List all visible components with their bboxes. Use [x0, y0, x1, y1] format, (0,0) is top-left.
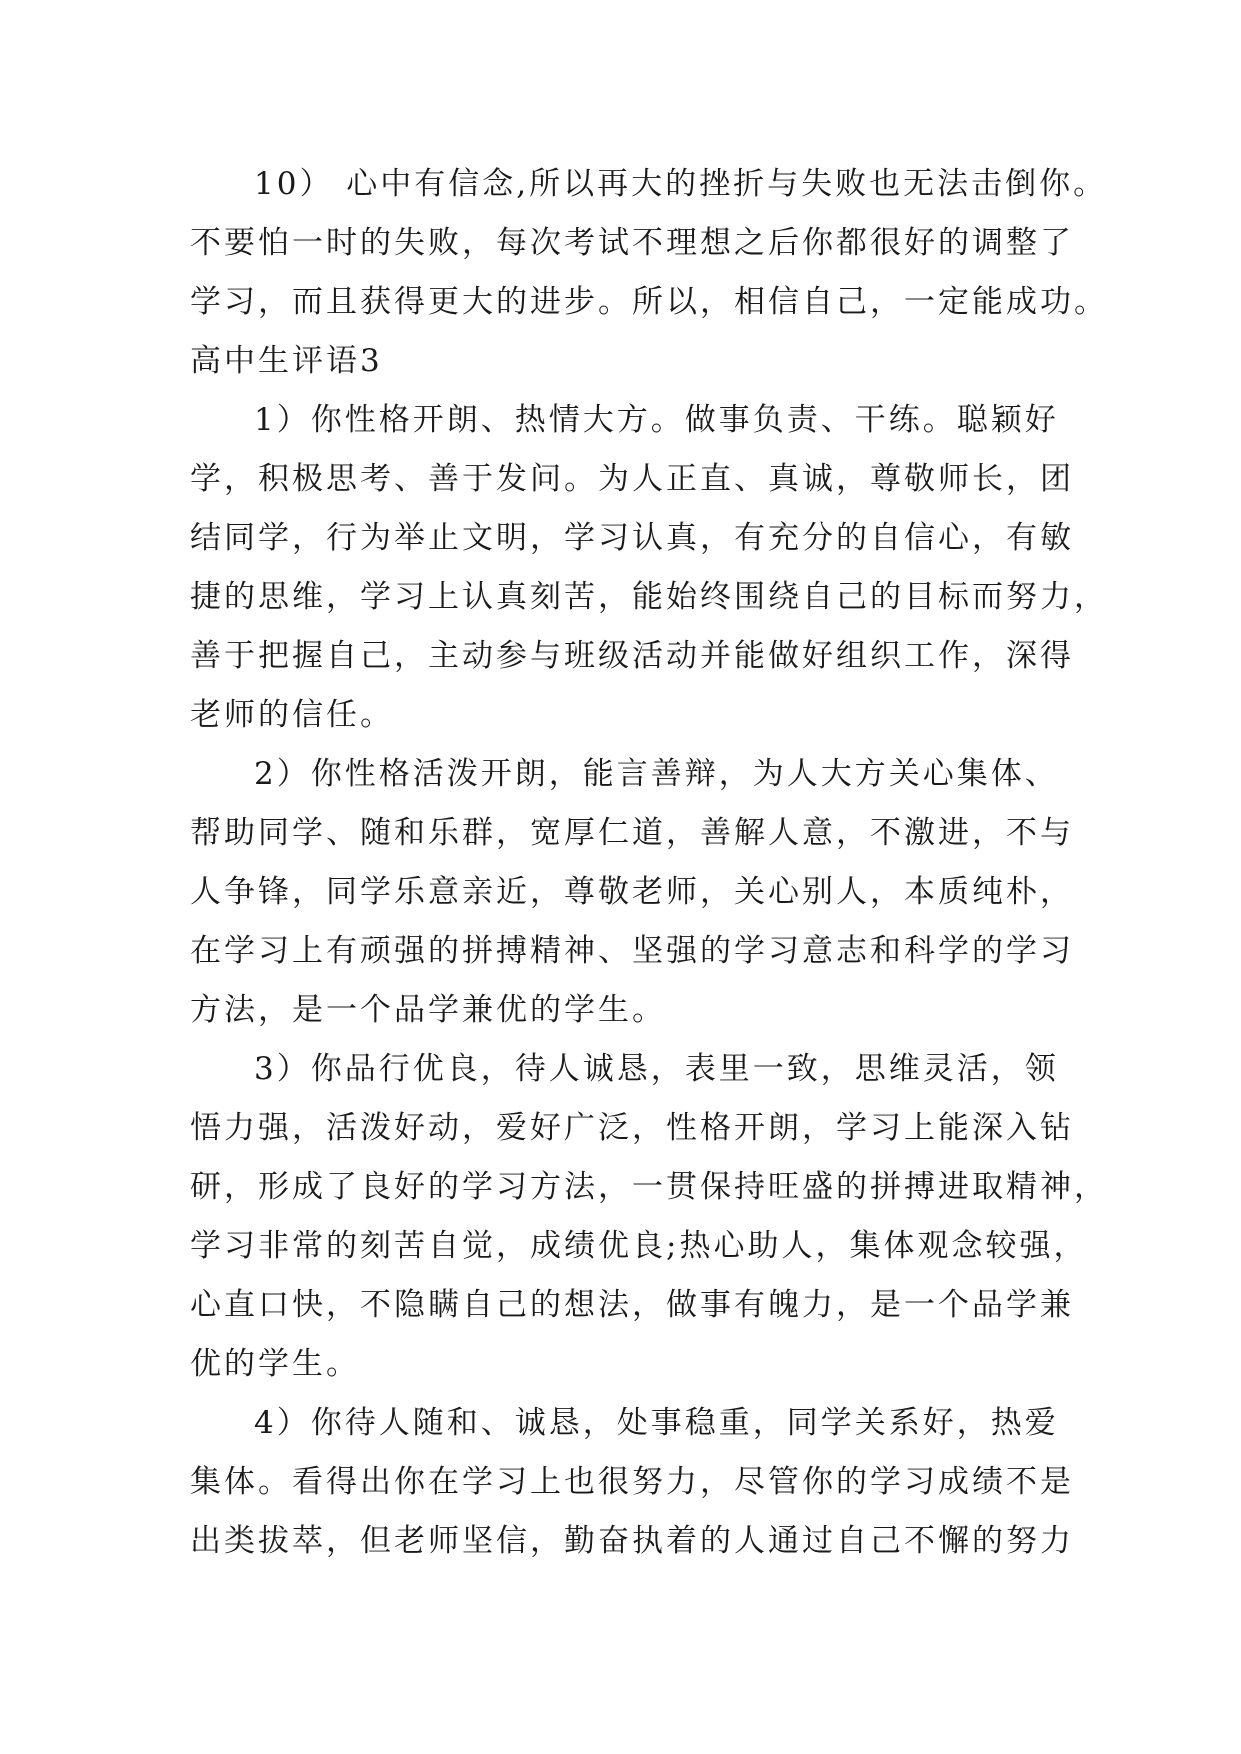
- text-line: 出类拔萃，但老师坚信，勤奋执着的人通过自己不懈的努力: [190, 1523, 1074, 1559]
- text-line: 优的学生。: [190, 1346, 360, 1382]
- text-line: 结同学，行为举止文明，学习认真，有充分的自信心，有敏: [190, 520, 1074, 556]
- text-line: 人争锋，同学乐意亲近，尊敬老师，关心别人，本质纯朴，: [190, 874, 1074, 910]
- document-body: [190, 155, 1108, 1571]
- text-line: 捷的思维，学习上认真刻苦，能始终围绕自己的目标而努力，: [190, 579, 1108, 615]
- text-line: 4）你待人随和、诚恳，处事稳重，同学关系好，热爱: [254, 1405, 1059, 1441]
- text-line: 3）你品行优良，待人诚恳，表里一致，思维灵活，领: [254, 1051, 1059, 1087]
- text-line: 学习，而且获得更大的进步。所以，相信自己，一定能成功。: [190, 284, 1108, 320]
- text-line: 1）你性格开朗、热情大方。做事负责、干练。聪颖好: [254, 402, 1059, 438]
- section-heading: 高中生评语3: [190, 343, 383, 379]
- paragraph-1: [190, 391, 1108, 745]
- text-line: 学，积极思考、善于发问。为人正直、真诚，尊敬师长，团: [190, 461, 1074, 497]
- text-line: 学习非常的刻苦自觉，成绩优良;热心助人，集体观念较强，: [190, 1228, 1088, 1264]
- text-line: 方法，是一个品学兼优的学生。: [190, 992, 666, 1028]
- text-line: 在学习上有顽强的拼搏精神、坚强的学习意志和科学的学习: [190, 933, 1074, 969]
- text-line: 悟力强，活泼好动，爱好广泛，性格开朗，学习上能深入钻: [190, 1110, 1074, 1146]
- paragraph-4: [190, 1394, 1090, 1571]
- text-line: 帮助同学、随和乐群，宽厚仁道，善解人意，不激进，不与: [190, 815, 1074, 851]
- text-line: 集体。看得出你在学习上也很努力，尽管你的学习成绩不是: [190, 1464, 1074, 1500]
- paragraph-10: [190, 155, 1108, 332]
- text-line: 善于把握自己，主动参与班级活动并能做好组织工作，深得: [190, 638, 1074, 674]
- text-line: 心直口快，不隐瞒自己的想法，做事有魄力，是一个品学兼: [190, 1287, 1074, 1323]
- text-line: 不要怕一时的失败，每次考试不理想之后你都很好的调整了: [190, 225, 1074, 261]
- text-line: 研，形成了良好的学习方法，一贯保持旺盛的拼搏进取精神，: [190, 1169, 1108, 1205]
- paragraph-2: [190, 745, 1090, 1040]
- text-line: 2）你性格活泼开朗，能言善辩，为人大方关心集体、: [254, 756, 1059, 792]
- text-line: 10） 心中有信念,所以再大的挫折与失败也无法击倒你。: [254, 166, 1108, 202]
- text-line: 老师的信任。: [190, 697, 394, 733]
- paragraph-3: [190, 1040, 1108, 1394]
